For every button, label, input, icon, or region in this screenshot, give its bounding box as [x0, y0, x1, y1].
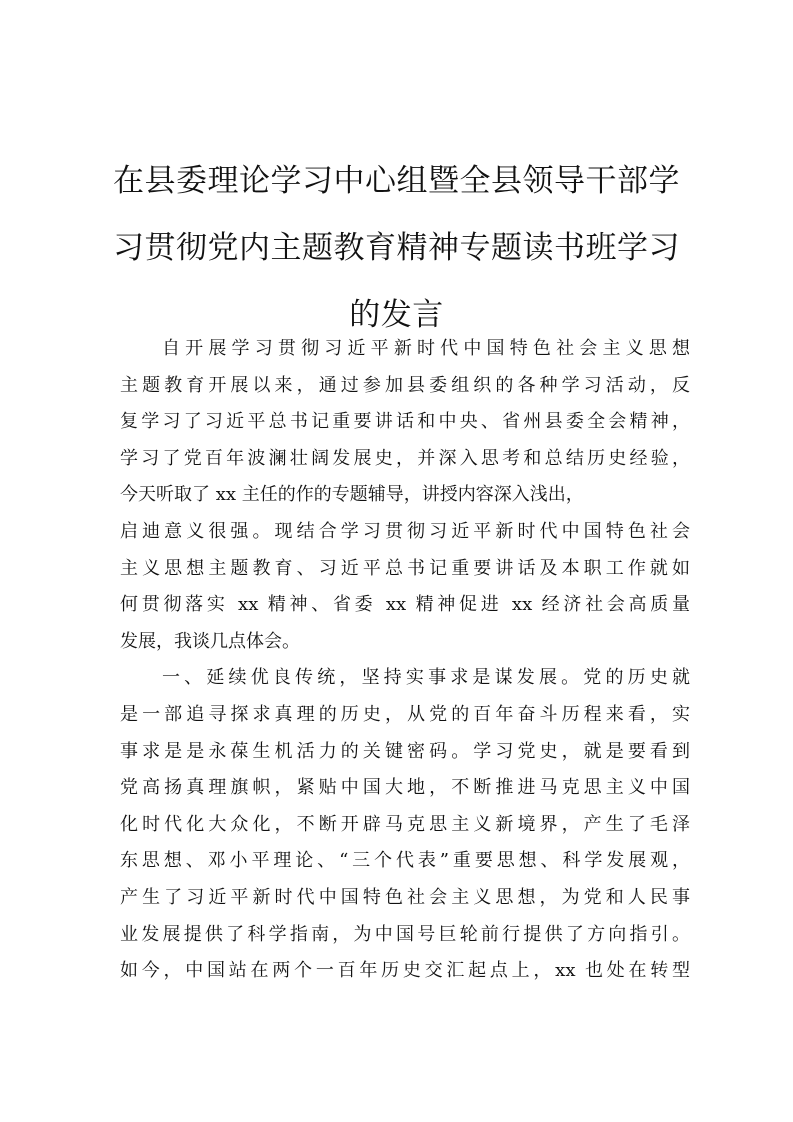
text-line: 发展，我谈几点体会。	[120, 630, 300, 652]
title-line: 习贯彻党内主题教育精神专题读书班学习	[113, 230, 680, 266]
text-line: 业发展提供了科学指南，为中国号巨轮前行提供了方向指引。	[120, 923, 690, 945]
text-line: 一、延续优良传统，坚持实事求是谋发展。党的历史就	[162, 667, 690, 689]
text-line: 产生了习近平新时代中国特色社会主义思想，为党和人民事	[120, 886, 690, 908]
text-line: 化时代化大众化，不断开辟马克思主义新境界，产生了毛泽	[120, 813, 690, 835]
text-line: 启迪意义很强。现结合学习贯彻习近平新时代中国特色社会	[120, 520, 690, 542]
text-line: 如今，中国站在两个一百年历史交汇起点上，xx 也处在转型	[120, 960, 690, 982]
text-line: 事求是是永葆生机活力的关键密码。学习党史，就是要看到	[120, 740, 690, 762]
title-line: 的发言	[349, 297, 444, 333]
text-line: 自开展学习贯彻习近平新时代中国特色社会主义思想	[162, 338, 690, 359]
document-title	[100, 148, 693, 349]
text-line: 主义思想主题教育、习近平总书记重要讲话及本职工作就如	[120, 557, 690, 579]
text-line: 主题教育开展以来，通过参加县委组织的各种学习活动，反	[120, 374, 690, 396]
paragraph-section-one	[120, 660, 690, 989]
text-line: 何贯彻落实 xx 精神、省委 xx 精神促进 xx 经济社会高质量	[120, 594, 690, 616]
title-line: 在县委理论学习中心组暨全县领导干部学	[113, 163, 680, 199]
text-line: 复学习了习近平总书记重要讲话和中央、省州县委全会精神，	[120, 411, 690, 433]
document-body	[120, 331, 690, 990]
text-line: 是一部追寻探求真理的历史，从党的百年奋斗历程来看，实	[120, 703, 690, 725]
text-line: 学习了党百年波澜壮阔发展史，并深入思考和总结历史经验，	[120, 447, 690, 469]
paragraph-intro	[120, 331, 690, 660]
text-line: 今天听取了 xx 主任的作的专题辅导，讲授内容深入浅出，	[120, 484, 584, 506]
text-line: 东思想、邓小平理论、“三个代表”重要思想、科学发展观，	[120, 850, 690, 872]
text-line: 党高扬真理旗帜，紧贴中国大地，不断推进马克思主义中国	[120, 777, 690, 799]
